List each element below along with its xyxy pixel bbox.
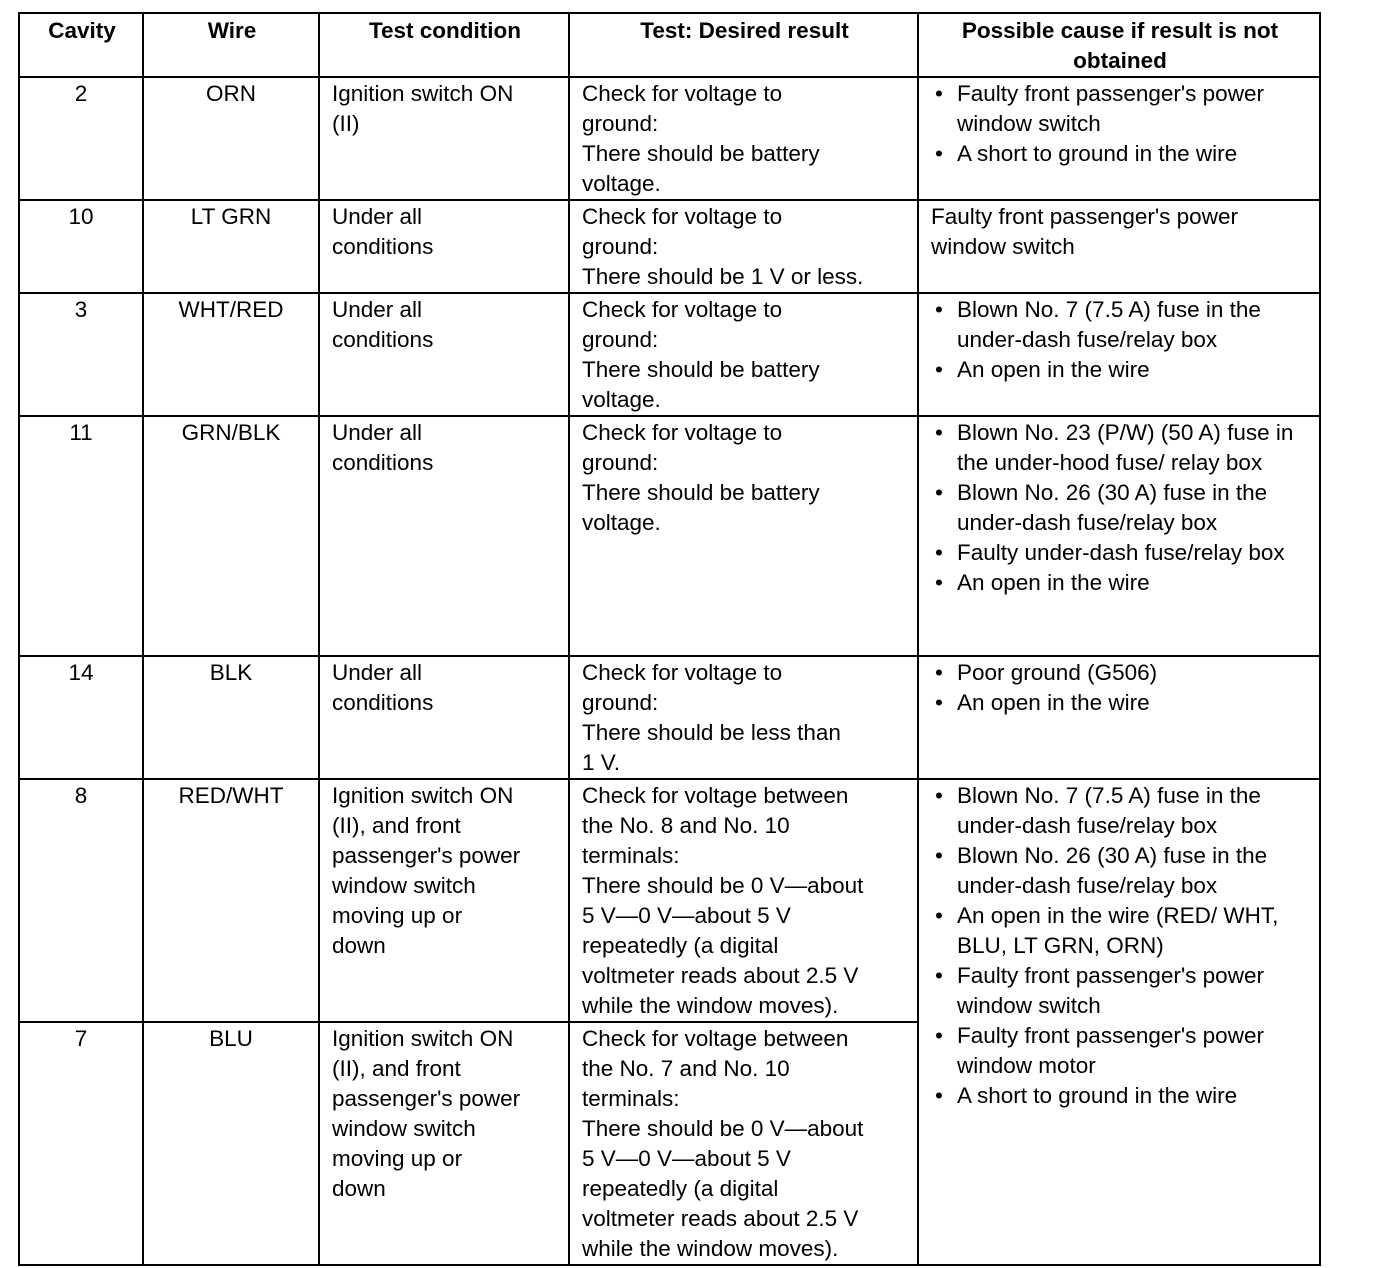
condition-line: down xyxy=(332,1176,386,1201)
result-cell xyxy=(569,779,918,1022)
table-row xyxy=(19,416,1320,656)
result-line: There should be 0 V—about xyxy=(582,873,864,898)
result-line: Check for voltage between xyxy=(582,1026,849,1051)
condition-line: moving up or xyxy=(332,1146,463,1171)
condition-line: (II), and front xyxy=(332,813,461,838)
condition-line: down xyxy=(332,933,386,958)
condition-line: Ignition switch ON xyxy=(332,81,514,106)
cavity-cell: 7 xyxy=(19,1022,143,1265)
condition-line: (II), and front xyxy=(332,1056,461,1081)
result-line: There should be less than xyxy=(582,720,841,745)
result-line: There should be battery xyxy=(582,357,820,382)
cause-item: • An open in the wire (RED/ WHT, BLU, LT GRN, ORN) xyxy=(931,901,1309,961)
cause-cell xyxy=(918,293,1320,416)
wire-cell: BLU xyxy=(143,1022,319,1265)
result-line: voltage. xyxy=(582,387,661,412)
cause-list xyxy=(931,79,1309,169)
result-line: There should be 0 V—about xyxy=(582,1116,864,1141)
result-line: There should be 1 V or less. xyxy=(582,264,864,289)
condition-cell xyxy=(319,293,569,416)
result-line: ground: xyxy=(582,234,659,259)
result-line: ground: xyxy=(582,111,659,136)
result-line: ground: xyxy=(582,690,659,715)
condition-line: window switch xyxy=(332,1116,476,1141)
header-test-condition: Test condition xyxy=(319,13,569,77)
header-possible-cause: Possible cause if result is not obtained xyxy=(918,13,1320,77)
diagnostic-table-container xyxy=(18,12,1319,1266)
cause-item: • Blown No. 23 (P/W) (50 A) fuse in the under-hood fuse/ relay box xyxy=(931,418,1309,478)
result-line: Check for voltage to xyxy=(582,204,783,229)
condition-line: conditions xyxy=(332,234,434,259)
result-line: 1 V. xyxy=(582,750,620,775)
condition-cell xyxy=(319,200,569,293)
condition-line: Ignition switch ON xyxy=(332,1026,514,1051)
condition-cell xyxy=(319,1022,569,1265)
condition-line: Under all xyxy=(332,420,423,445)
result-line: voltmeter reads about 2.5 V xyxy=(582,1206,859,1231)
result-line: Check for voltage to xyxy=(582,81,783,106)
result-cell xyxy=(569,656,918,779)
cause-item: • Blown No. 7 (7.5 A) fuse in the under-dash fuse/relay box xyxy=(931,781,1309,841)
condition-line: moving up or xyxy=(332,903,463,928)
cause-item: • Blown No. 7 (7.5 A) fuse in the under-dash fuse/relay box xyxy=(931,295,1309,355)
result-line: voltage. xyxy=(582,171,661,196)
condition-line: conditions xyxy=(332,450,434,475)
result-line: while the window moves). xyxy=(582,1236,839,1261)
result-line: voltage. xyxy=(582,510,661,535)
cause-item: • Blown No. 26 (30 A) fuse in the under-dash fuse/relay box xyxy=(931,478,1309,538)
result-cell xyxy=(569,77,918,200)
wire-cell: GRN/BLK xyxy=(143,416,319,656)
cause-item: • An open in the wire xyxy=(931,355,1309,385)
condition-line: Ignition switch ON xyxy=(332,783,514,808)
header-desired-result: Test: Desired result xyxy=(569,13,918,77)
cavity-cell: 14 xyxy=(19,656,143,779)
cause-item: • An open in the wire xyxy=(931,568,1309,598)
condition-line: Under all xyxy=(332,297,423,322)
result-line: 5 V—0 V—about 5 V xyxy=(582,1146,791,1171)
condition-cell xyxy=(319,77,569,200)
table-row xyxy=(19,656,1320,779)
result-line: There should be battery xyxy=(582,480,820,505)
result-line: ground: xyxy=(582,327,659,352)
table-row xyxy=(19,779,1320,1022)
condition-line: Under all xyxy=(332,660,423,685)
result-line: while the window moves). xyxy=(582,993,839,1018)
table-row xyxy=(19,200,1320,293)
cause-item: • A short to ground in the wire xyxy=(931,1081,1309,1111)
cause-list xyxy=(931,418,1309,598)
cavity-cell: 3 xyxy=(19,293,143,416)
condition-line: conditions xyxy=(332,327,434,352)
wire-cell: LT GRN xyxy=(143,200,319,293)
cause-item: • Faulty front passenger's power window switch xyxy=(931,961,1309,1021)
result-cell xyxy=(569,293,918,416)
cavity-cell: 2 xyxy=(19,77,143,200)
cause-list xyxy=(931,295,1309,385)
cause-item: • An open in the wire xyxy=(931,688,1309,718)
result-line: 5 V—0 V—about 5 V xyxy=(582,903,791,928)
wire-cell: WHT/RED xyxy=(143,293,319,416)
result-line: repeatedly (a digital xyxy=(582,1176,779,1201)
condition-cell xyxy=(319,779,569,1022)
condition-line: passenger's power xyxy=(332,1086,521,1111)
result-line: the No. 8 and No. 10 xyxy=(582,813,790,838)
result-line: repeatedly (a digital xyxy=(582,933,779,958)
header-row xyxy=(19,13,1320,77)
result-line: voltmeter reads about 2.5 V xyxy=(582,963,859,988)
cavity-cell: 10 xyxy=(19,200,143,293)
voltage-test-table xyxy=(18,12,1321,1266)
result-line: terminals: xyxy=(582,1086,680,1111)
condition-cell xyxy=(319,656,569,779)
wire-cell: ORN xyxy=(143,77,319,200)
result-line: Check for voltage to xyxy=(582,660,783,685)
table-row xyxy=(19,293,1320,416)
result-cell xyxy=(569,200,918,293)
result-line: ground: xyxy=(582,450,659,475)
cause-item: • Faulty front passenger's power window motor xyxy=(931,1021,1309,1081)
result-line: the No. 7 and No. 10 xyxy=(582,1056,790,1081)
cause-cell xyxy=(918,779,1320,1265)
condition-line: window switch xyxy=(332,873,476,898)
condition-line: (II) xyxy=(332,111,360,136)
cause-item: • Blown No. 26 (30 A) fuse in the under-dash fuse/relay box xyxy=(931,841,1309,901)
cause-cell xyxy=(918,416,1320,656)
cause-list xyxy=(931,658,1309,718)
result-line: Check for voltage between xyxy=(582,783,849,808)
cause-cell: Faulty front passenger's power window switch xyxy=(918,200,1320,293)
result-line: There should be battery xyxy=(582,141,820,166)
table-row xyxy=(19,77,1320,200)
cause-item: • A short to ground in the wire xyxy=(931,139,1309,169)
cause-item: • Faulty under-dash fuse/relay box xyxy=(931,538,1309,568)
cause-item: • Faulty front passenger's power window switch xyxy=(931,79,1309,139)
condition-cell xyxy=(319,416,569,656)
cause-item: • Poor ground (G506) xyxy=(931,658,1309,688)
result-cell xyxy=(569,1022,918,1265)
cause-cell xyxy=(918,656,1320,779)
cause-cell xyxy=(918,77,1320,200)
cavity-cell: 8 xyxy=(19,779,143,1022)
result-line: terminals: xyxy=(582,843,680,868)
condition-line: conditions xyxy=(332,690,434,715)
condition-line: passenger's power xyxy=(332,843,521,868)
result-cell xyxy=(569,416,918,656)
header-wire: Wire xyxy=(143,13,319,77)
header-cavity: Cavity xyxy=(19,13,143,77)
condition-line: Under all xyxy=(332,204,423,229)
wire-cell: RED/WHT xyxy=(143,779,319,1022)
cause-list xyxy=(931,781,1309,1111)
result-line: Check for voltage to xyxy=(582,297,783,322)
result-line: Check for voltage to xyxy=(582,420,783,445)
wire-cell: BLK xyxy=(143,656,319,779)
cavity-cell: 11 xyxy=(19,416,143,656)
